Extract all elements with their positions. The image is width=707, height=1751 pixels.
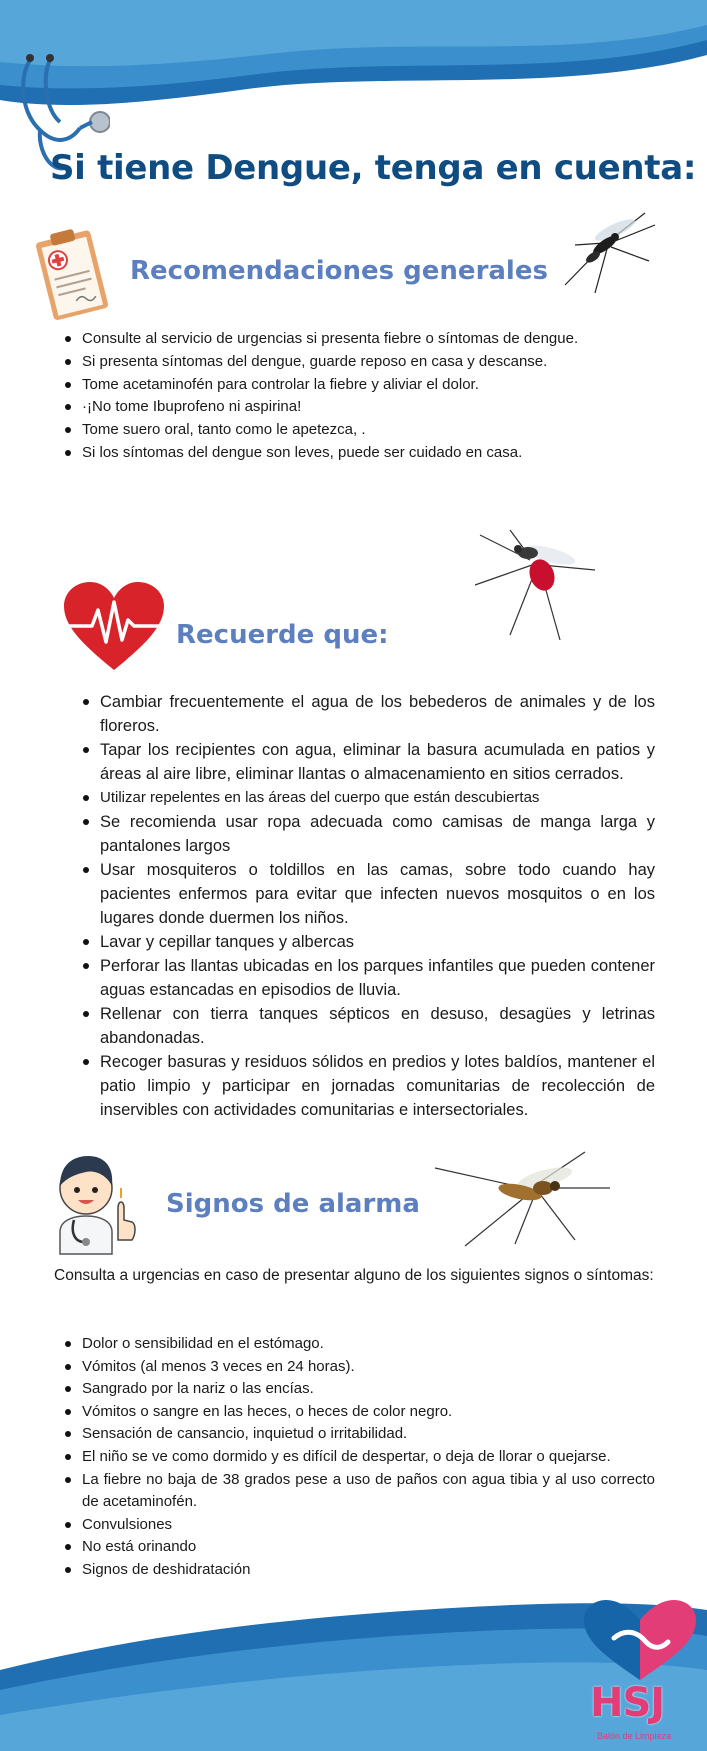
list-item: Convulsiones — [62, 1514, 655, 1537]
list-item: Sensación de cansancio, inquietud o irritabilidad. — [62, 1423, 655, 1446]
list-item: No está orinando — [62, 1536, 655, 1559]
page-title: Si tiene Dengue, tenga en cuenta: — [50, 148, 697, 188]
list-item: Rellenar con tierra tanques sépticos en desuso, desagües y letrinas abandonadas. — [80, 1002, 655, 1050]
hsj-logo-text: HSJ — [590, 1680, 665, 1726]
list-item: Sangrado por la nariz o las encías. — [62, 1378, 655, 1401]
list-item: Dolor o sensibilidad en el estómago. — [62, 1333, 655, 1356]
mosquito-icon — [425, 1148, 615, 1248]
list-item: Signos de deshidratación — [62, 1559, 655, 1582]
hsj-logo-caption: Balón de Limpieza — [597, 1731, 672, 1741]
general-recommendations-list — [62, 328, 662, 465]
list-item: Si presenta síntomas del dengue, guarde reposo en casa y descanse. — [62, 351, 662, 374]
section-heading-alarm: Signos de alarma — [166, 1189, 420, 1219]
handshake-logo-icon — [580, 1598, 700, 1682]
section-heading-remember: Recuerde que: — [176, 620, 389, 650]
list-item: Si los síntomas del dengue son leves, puede ser cuidado en casa. — [62, 442, 662, 465]
list-item: Lavar y cepillar tanques y albercas — [80, 930, 655, 954]
doctor-icon — [46, 1148, 142, 1256]
remember-list — [80, 690, 655, 1122]
alarm-intro-text: Consulta a urgencias en caso de presentar alguno de los siguientes signos o síntomas: — [54, 1267, 654, 1284]
list-item: Tome acetaminofén para controlar la fiebre y aliviar el dolor. — [62, 374, 662, 397]
list-item: Se recomienda usar ropa adecuada como camisas de manga larga y pantalones largos — [80, 810, 655, 858]
list-item: Recoger basuras y residuos sólidos en predios y lotes baldíos, mantener el patio limpio y participar en jornadas comunitarias de recolección de inservibles con actividades comunitarias e intersectoriales. — [80, 1050, 655, 1122]
section-heading-general: Recomendaciones generales — [130, 256, 548, 286]
list-item: ·¡No tome Ibuprofeno ni aspirina! — [62, 396, 662, 419]
list-item: Tome suero oral, tanto como le apetezca, . — [62, 419, 662, 442]
list-item: Vómitos o sangre en las heces, o heces de color negro. — [62, 1401, 655, 1424]
list-item: Usar mosquiteros o toldillos en las camas, sobre todo cuando hay pacientes enfermos para evitar que infecten nuevos mosquitos o en los lugares donde duermen los niños. — [80, 858, 655, 930]
mosquito-icon — [545, 205, 665, 295]
clipboard-icon — [30, 225, 116, 325]
list-item: El niño se ve como dormido y es difícil de despertar, o deja de llorar o quejarse. — [62, 1446, 655, 1469]
list-item: Cambiar frecuentemente el agua de los bebederos de animales y de los floreros. — [80, 690, 655, 738]
list-item: Vómitos (al menos 3 veces en 24 horas). — [62, 1356, 655, 1379]
list-item: La fiebre no baja de 38 grados pese a uso de paños con agua tibia y al uso correcto de acetaminofén. — [62, 1469, 655, 1514]
list-item: Tapar los recipientes con agua, eliminar la basura acumulada en patios y áreas al aire libre, eliminar llantas o almacenamiento en sitios cerrados. — [80, 738, 655, 786]
list-item: Perforar las llantas ubicadas en los parques infantiles que pueden contener aguas estancadas en episodios de lluvia. — [80, 954, 655, 1002]
heartbeat-icon — [62, 580, 166, 672]
alarm-signs-list — [62, 1333, 655, 1582]
mosquito-icon — [470, 525, 600, 645]
list-item: Utilizar repelentes en las áreas del cuerpo que están descubiertas — [80, 786, 655, 810]
list-item: Consulte al servicio de urgencias si presenta fiebre o síntomas de dengue. — [62, 328, 662, 351]
